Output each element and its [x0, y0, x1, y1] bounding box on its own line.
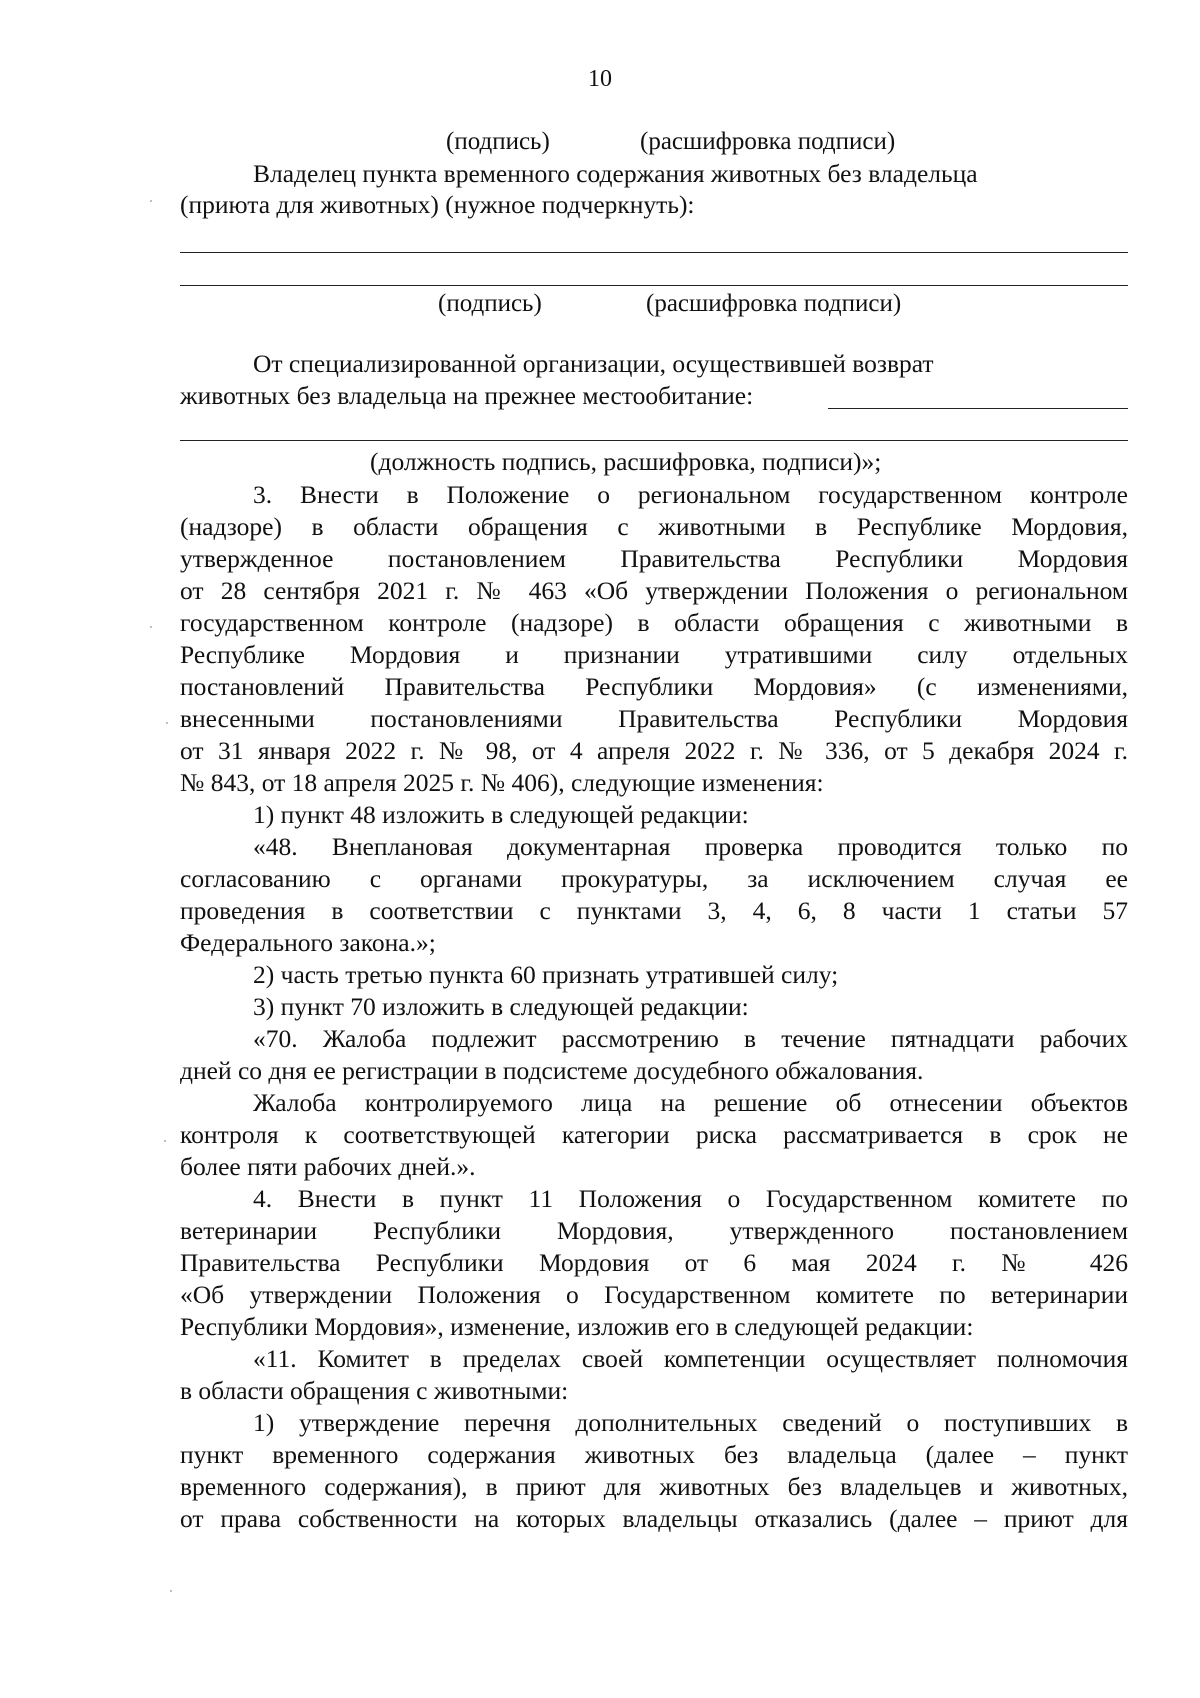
text-line: Правительства Республики Мордовия от 6 мая 2024 г. № 426: [180, 1248, 1128, 1277]
scan-speck: [150, 200, 152, 202]
text-line: от 28 сентября 2021 г. № 463 «Об утверждении Положения о региональном: [180, 576, 1128, 605]
text-line: контроля к соответствующей категории риска рассматривается в срок не: [180, 1120, 1128, 1149]
text-line: в области обращения с животными:: [180, 1376, 569, 1405]
text-line: Жалоба контролируемого лица на решение об отнесении объектов: [253, 1088, 1128, 1117]
text-line: более пяти рабочих дней.».: [180, 1152, 476, 1181]
scan-speck: [170, 1590, 172, 1592]
text-line: утвержденное постановлением Правительства Республики Мордовия: [180, 544, 1128, 573]
text-line: 3) пункт 70 изложить в следующей редакции:: [253, 992, 749, 1021]
text-line: постановлений Правительства Республики Мордовия» (с изменениями,: [180, 672, 1128, 701]
text-line: Владелец пункта временного содержания животных без владельца: [253, 159, 978, 188]
text-line: (надзоре) в области обращения с животными в Республике Мордовия,: [180, 512, 1128, 541]
scan-speck: [150, 626, 152, 628]
scan-speck: [166, 722, 168, 724]
text-line: 1) пункт 48 изложить в следующей редакции:: [253, 800, 749, 829]
scan-speck: [164, 1140, 166, 1142]
text-line: животных без владельца на прежнее местообитание:: [180, 381, 754, 410]
text-line: согласованию с органами прокуратуры, за исключением случая ее: [180, 864, 1128, 893]
text-line: «11. Комитет в пределах своей компетенции осуществляет полномочия: [253, 1344, 1128, 1373]
text-line: От специализированной организации, осуществившей возврат: [253, 349, 934, 378]
signature-decode-caption: (расшифровка подписи): [646, 290, 902, 317]
text-line: 2) часть третью пункта 60 признать утратившей силу;: [253, 960, 839, 989]
text-line: Республики Мордовия», изменение, изложив его в следующей редакции:: [180, 1312, 974, 1341]
text-line: 1) утверждение перечня дополнительных сведений о поступивших в: [253, 1408, 1128, 1437]
text-line: дней со дня ее регистрации в подсистеме досудебного обжалования.: [180, 1056, 924, 1085]
text-line: 3. Внести в Положение о региональном государственном контроле: [253, 480, 1128, 509]
text-line: «70. Жалоба подлежит рассмотрению в течение пятнадцати рабочих: [253, 1024, 1128, 1053]
text-line: временного содержания), в приют для животных без владельцев и животных,: [180, 1472, 1128, 1501]
fill-in-rule: [828, 408, 1128, 409]
signature-decode-caption: (расшифровка подписи): [640, 128, 896, 155]
fill-in-rule: [180, 252, 1128, 253]
fill-in-rule: [180, 440, 1128, 441]
text-line: № 843, от 18 апреля 2025 г. № 406), следующие изменения:: [180, 768, 824, 797]
page-number: 10: [588, 66, 612, 92]
text-line: от 31 января 2022 г. № 98, от 4 апреля 2022 г. № 336, от 5 декабря 2024 г.: [180, 736, 1128, 765]
fill-in-rule: [180, 285, 1128, 286]
text-line: проведения в соответствии с пунктами 3, 4, 6, 8 части 1 статьи 57: [180, 896, 1128, 925]
text-line: Республике Мордовия и признании утратившими силу отдельных: [180, 640, 1128, 669]
signature-caption: (должность подпись, расшифровка, подписи)»;: [370, 447, 882, 476]
text-line: от права собственности на которых владельцы отказались (далее – приют для: [180, 1504, 1128, 1533]
text-line: «48. Внеплановая документарная проверка проводится только по: [253, 832, 1128, 861]
text-line: внесенными постановлениями Правительства Республики Мордовия: [180, 704, 1128, 733]
text-line: «Об утверждении Положения о Государственном комитете по ветеринарии: [180, 1280, 1128, 1309]
text-line: Федерального закона.»;: [180, 928, 436, 957]
text-line: (приюта для животных) (нужное подчеркнуть):: [180, 190, 695, 219]
text-line: государственном контроле (надзоре) в области обращения с животными в: [180, 608, 1128, 637]
signature-caption: (подпись): [438, 290, 542, 317]
signature-caption: (подпись): [446, 128, 550, 155]
text-line: пункт временного содержания животных без владельца (далее – пункт: [180, 1440, 1128, 1469]
text-line: 4. Внести в пункт 11 Положения о Государственном комитете по: [253, 1184, 1128, 1213]
text-line: ветеринарии Республики Мордовия, утвержденного постановлением: [180, 1216, 1128, 1245]
